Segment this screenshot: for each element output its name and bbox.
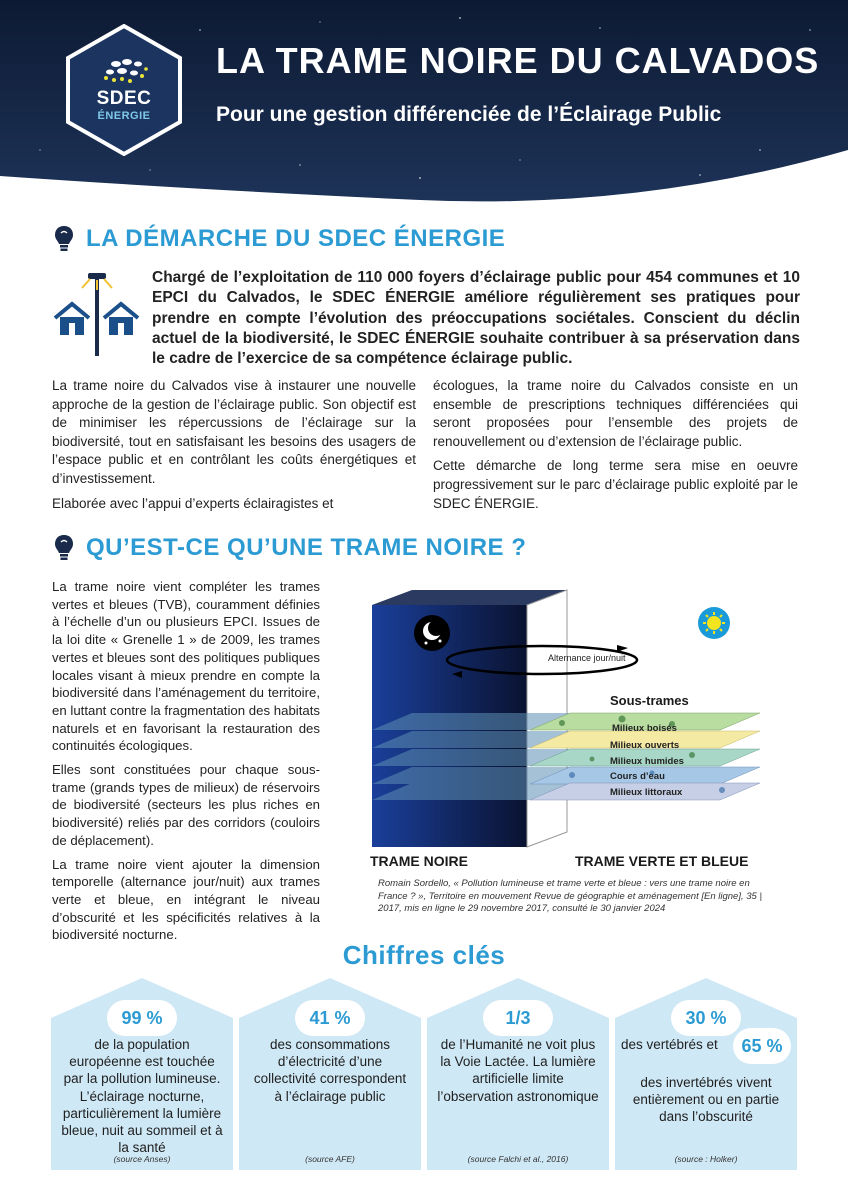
chiffres-cles-title: Chiffres clés: [342, 940, 506, 970]
logo-text-sdec: SDEC: [96, 88, 152, 109]
stat-text: de l’Humanité ne voit plus la Voie Lactée. La lumière artificielle limite l’observation astronomique: [437, 1037, 599, 1104]
label-trame-noire: TRAME NOIRE: [370, 853, 468, 869]
streetlight-houses-icon: [52, 268, 142, 363]
header-banner: [0, 0, 848, 205]
stat-text: de la population européenne est touchée par la pollution lumineuse. L’éclairage nocturne, particulièrement la lumière bleue, nuit au sommeil et à la santé: [61, 1037, 223, 1156]
layer-label: Cours d’eau: [610, 771, 665, 782]
stat-value-secondary: 65 %: [733, 1028, 791, 1064]
lightbulb-icon: [52, 533, 76, 563]
section2-text-column: [52, 578, 320, 950]
layer-label: Milieux boisés: [612, 723, 677, 734]
stat-card: [427, 978, 609, 1170]
trame-diagram: [362, 585, 802, 885]
stat-value: 1/3: [483, 1000, 553, 1036]
label-trame-verte-bleue: TRAME VERTE ET BLEUE: [575, 853, 749, 869]
paragraph: Cette démarche de long terme sera mise en oeuvre progressivement sur le parc d’éclairage public exploité par le SDEC ÉNERGIE.: [433, 458, 798, 511]
layer-label: Milieux ouverts: [610, 740, 680, 751]
paragraph: écologues, la trame noire du Calvados consiste en un ensemble de prescriptions techniques différenciées qui seront proposées pour l’ensemble des projets de renouvellement ou d’extension de l’éclairage public.: [433, 378, 798, 449]
paragraph: La trame noire vient compléter les trames vertes et bleues (TVB), couramment définies à l’échelle d’un ou plusieurs EPCI. Issues de la loi dite « Grenelle 1 » de 2009, les trames vertes et bleues sont des politiques publiques locales visant à mieux prendre en compte la biodiversité dans l’aménagement du territoire, en luttant contre la fragmentation des habitats naturels et en favorisant la restauration des continuités écologiques.: [52, 579, 320, 754]
stat-value: 30 %: [671, 1000, 741, 1036]
stat-value: 99 %: [107, 1000, 177, 1036]
moon-icon: [414, 615, 450, 651]
stat-source: (source Falchi et al., 2016): [467, 1154, 569, 1164]
section-heading-text: LA DÉMARCHE DU SDEC ÉNERGIE: [86, 225, 506, 252]
layer-label: Milieux humides: [610, 756, 684, 767]
lightbulb-icon: [52, 224, 76, 254]
paragraph: Elaborée avec l’appui d’experts éclairagistes et: [52, 495, 334, 511]
stat-source: (source Anses): [113, 1154, 171, 1164]
intro-paragraph: Chargé de l’exploitation de 110 000 foyers d’éclairage public pour 454 communes et 10 EPCI du Calvados, le SDEC ÉNERGIE améliore régulièrement ses pratiques pour prendre en compte l’évolution des préoccupations sociétales. Conscient du déclin actuel de la biodiversité, le SDEC ÉNERGIE souhaite contribuer à sa préservation dans le cadre de l’exercice de sa compétence éclairage public.: [152, 269, 800, 368]
stat-text: des vertébrés et: [621, 1037, 718, 1052]
stat-card: [51, 978, 233, 1170]
layer-label: Milieux littoraux: [610, 787, 683, 798]
paragraph: Elles sont constituées pour chaque sous-trame (grands types de milieux) de réservoirs de biodiversité (secteurs les plus riches en biodiversité) reliés par des corridors (couloirs de déplacement).: [52, 762, 320, 848]
cycle-label: Alternance jour/nuit: [548, 653, 626, 663]
section1-left-column: [52, 377, 416, 519]
section1-right-column: [433, 377, 798, 519]
stat-card: [615, 978, 797, 1170]
stat-text: des invertébrés vivent entièrement ou en partie dans l’obscurité: [632, 1075, 780, 1125]
diagram-citation: Romain Sordello, « Pollution lumineuse et trame verte et bleue : vers une trame noire en France ? », Territoire en mouvement Revue de géographie et aménagement [En ligne], 35 | 2017, mis en ligne le 29 novembre 2017, consulté le 30 janvier 2024: [378, 878, 762, 915]
logo-text-energie: ÉNERGIE: [97, 110, 151, 122]
section-heading-text: QU’EST-CE QU’UNE TRAME NOIRE ?: [86, 534, 527, 561]
sun-icon: [698, 607, 730, 639]
stat-text: des consommations d’électricité d’une collectivité correspondent à l’éclairage public: [253, 1037, 407, 1104]
section-heading-demarche: [52, 224, 505, 254]
stat-source: (source AFE): [305, 1154, 355, 1164]
paragraph: La trame noire du Calvados vise à instaurer une nouvelle approche de la gestion de l’éclairage public. Son objectif est de minimiser les répercussions de l’éclairage sur la biodiversité, tout en satisfaisant les besoins des usagers de l’espace public et en contrôlant les coûts énergétiques et d’investissement.: [52, 378, 416, 486]
page-subtitle: Pour une gestion différenciée de l’Éclairage Public: [216, 103, 722, 126]
stat-value: 41 %: [295, 1000, 365, 1036]
stat-card: [239, 978, 421, 1170]
stat-source: (source : Holker): [674, 1154, 738, 1164]
page-title: LA TRAME NOIRE DU CALVADOS: [216, 40, 820, 81]
section-heading-trame-noire: [52, 533, 526, 563]
sous-trames-title: Sous-trames: [610, 693, 689, 708]
paragraph: La trame noire vient ajouter la dimension temporelle (alternance jour/nuit) aux trames verte et bleue, en intégrant le niveau d’obscurité et les spécificités relatives à la biodiversité nocturne.: [52, 856, 320, 943]
sdec-logo: [64, 24, 184, 156]
